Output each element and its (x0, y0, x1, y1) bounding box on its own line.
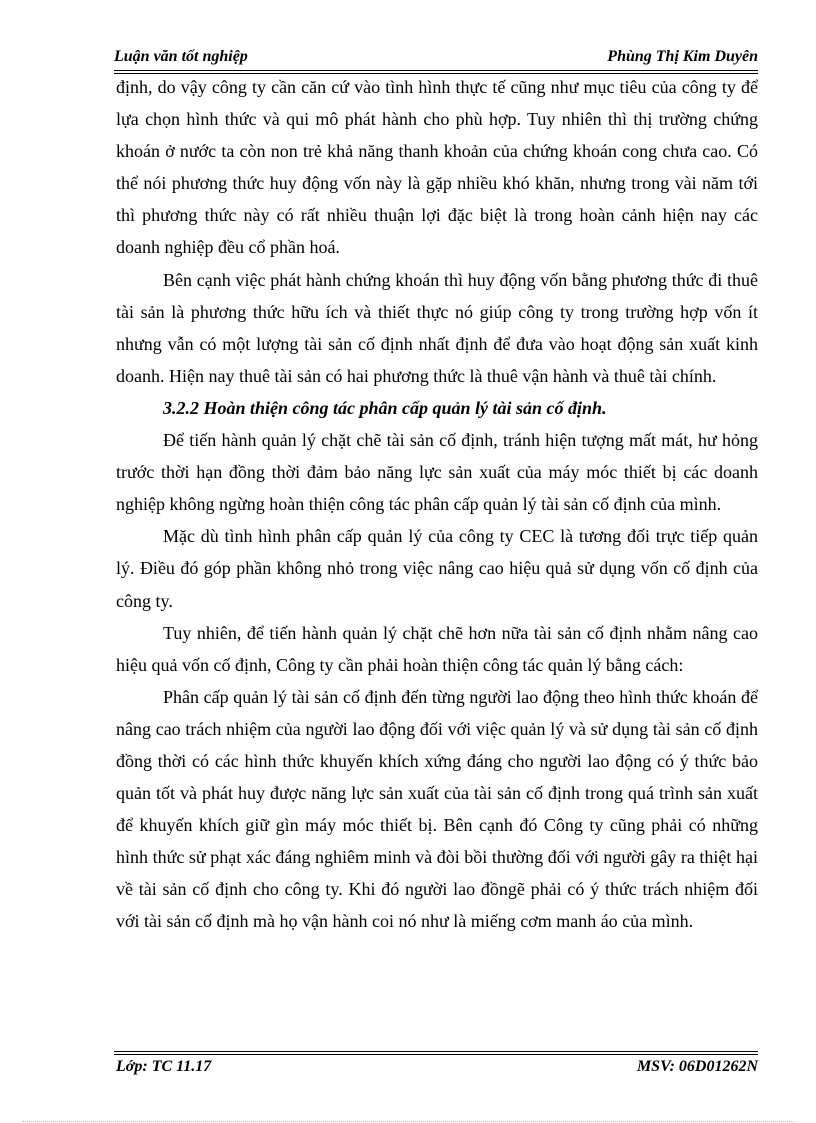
paragraph-4: Mặc dù tình hình phân cấp quản lý của công ty CEC là tương đối trực tiếp quản lý. Điều đó góp phần không nhỏ trong việc nâng cao hiệu quả sử dụng vốn cố định của công ty. (116, 526, 758, 611)
paragraph-5: Tuy nhiên, để tiến hành quản lý chặt chẽ hơn nữa tài sản cố định nhằm nâng cao hiệu quả vốn cố định, Công ty cần phải hoàn thiện công tác quản lý bằng cách: (116, 622, 758, 675)
footer-rule-thin (114, 1051, 758, 1052)
paragraph-1: định, do vậy công ty cần căn cứ vào tình hình thực tế cũng như mục tiêu của công ty để lựa chọn hình thức và qui mô phát hành cho phù hợp. Tuy nhiên thì thị trường chứng khoán ở nước ta còn non trẻ khả năng thanh khoản của chứng khoán cong chưa cao. Có thể nói phương thức huy động vốn này là gặp nhiều khó khăn, nhưng trong vài năm tới thì phương thức này có rất nhiều thuận lợi đặc biệt là trong hoàn cảnh hiện nay các doanh nghiệp đều cổ phần hoá. (116, 77, 758, 258)
body-text (116, 71, 758, 938)
page-header (114, 46, 758, 70)
footer-class-label: Lớp: TC 11.17 (116, 1058, 212, 1075)
page-edge-divider (22, 1121, 794, 1122)
paragraph-3: Để tiến hành quản lý chặt chẽ tài sản cố định, tránh hiện tượng mất mát, hư hỏng trước thời hạn đồng thời đảm bảo năng lực sản xuất của máy móc thiết bị các doanh nghiệp không ngừng hoàn thiện công tác phân cấp quản lý tài sản cố định của mình. (116, 430, 758, 515)
paragraph-6: Phân cấp quản lý tài sản cố định đến từng người lao động theo hình thức khoán để nâng cao trách nhiệm của người lao động đối với việc quản lý và sử dụng tài sản cố định đồng thời có các hình thức khuyến khích xứng đáng cho người lao động có ý thức bảo quản tốt và phát huy được năng lực sản xuất của tài sản cố định trong quá trình sản xuất để khuyến khích giữ gìn máy móc thiết bị. Bên cạnh đó Công ty cũng phải có những hình thức sử phạt xác đáng nghiêm minh và đòi bồi thường đối với người gây ra thiệt hại về tài sản cố định cho công ty. Khi đó người lao đồngẽ phải có ý thức trách nhiệm đối với tài sản cố định mà họ vận hành coi nó như là miếng cơm manh áo của mình. (116, 686, 758, 932)
footer-rule (114, 1054, 758, 1055)
header-thesis-label: Luận văn tốt nghiệp (114, 48, 248, 65)
paragraph-2: Bên cạnh việc phát hành chứng khoán thì huy động vốn bằng phương thức đi thuê tài sản là phương thức hữu ích và thiết thực nó giúp công ty trong trường hợp vốn ít nhưng vẫn có một lượng tài sản cố định nhất định để đưa vào hoạt động sản xuất kinh doanh. Hiện nay thuê tài sản có hai phương thức là thuê vận hành và thuê tài chính. (116, 269, 758, 386)
footer-student-id: MSV: 06D01262N (636, 1058, 758, 1075)
header-author-name: Phùng Thị Kim Duyên (607, 48, 758, 65)
section-heading: 3.2.2 Hoàn thiện công tác phân cấp quản lý tài sản cố định. (163, 397, 607, 418)
page-footer (114, 1058, 758, 1080)
